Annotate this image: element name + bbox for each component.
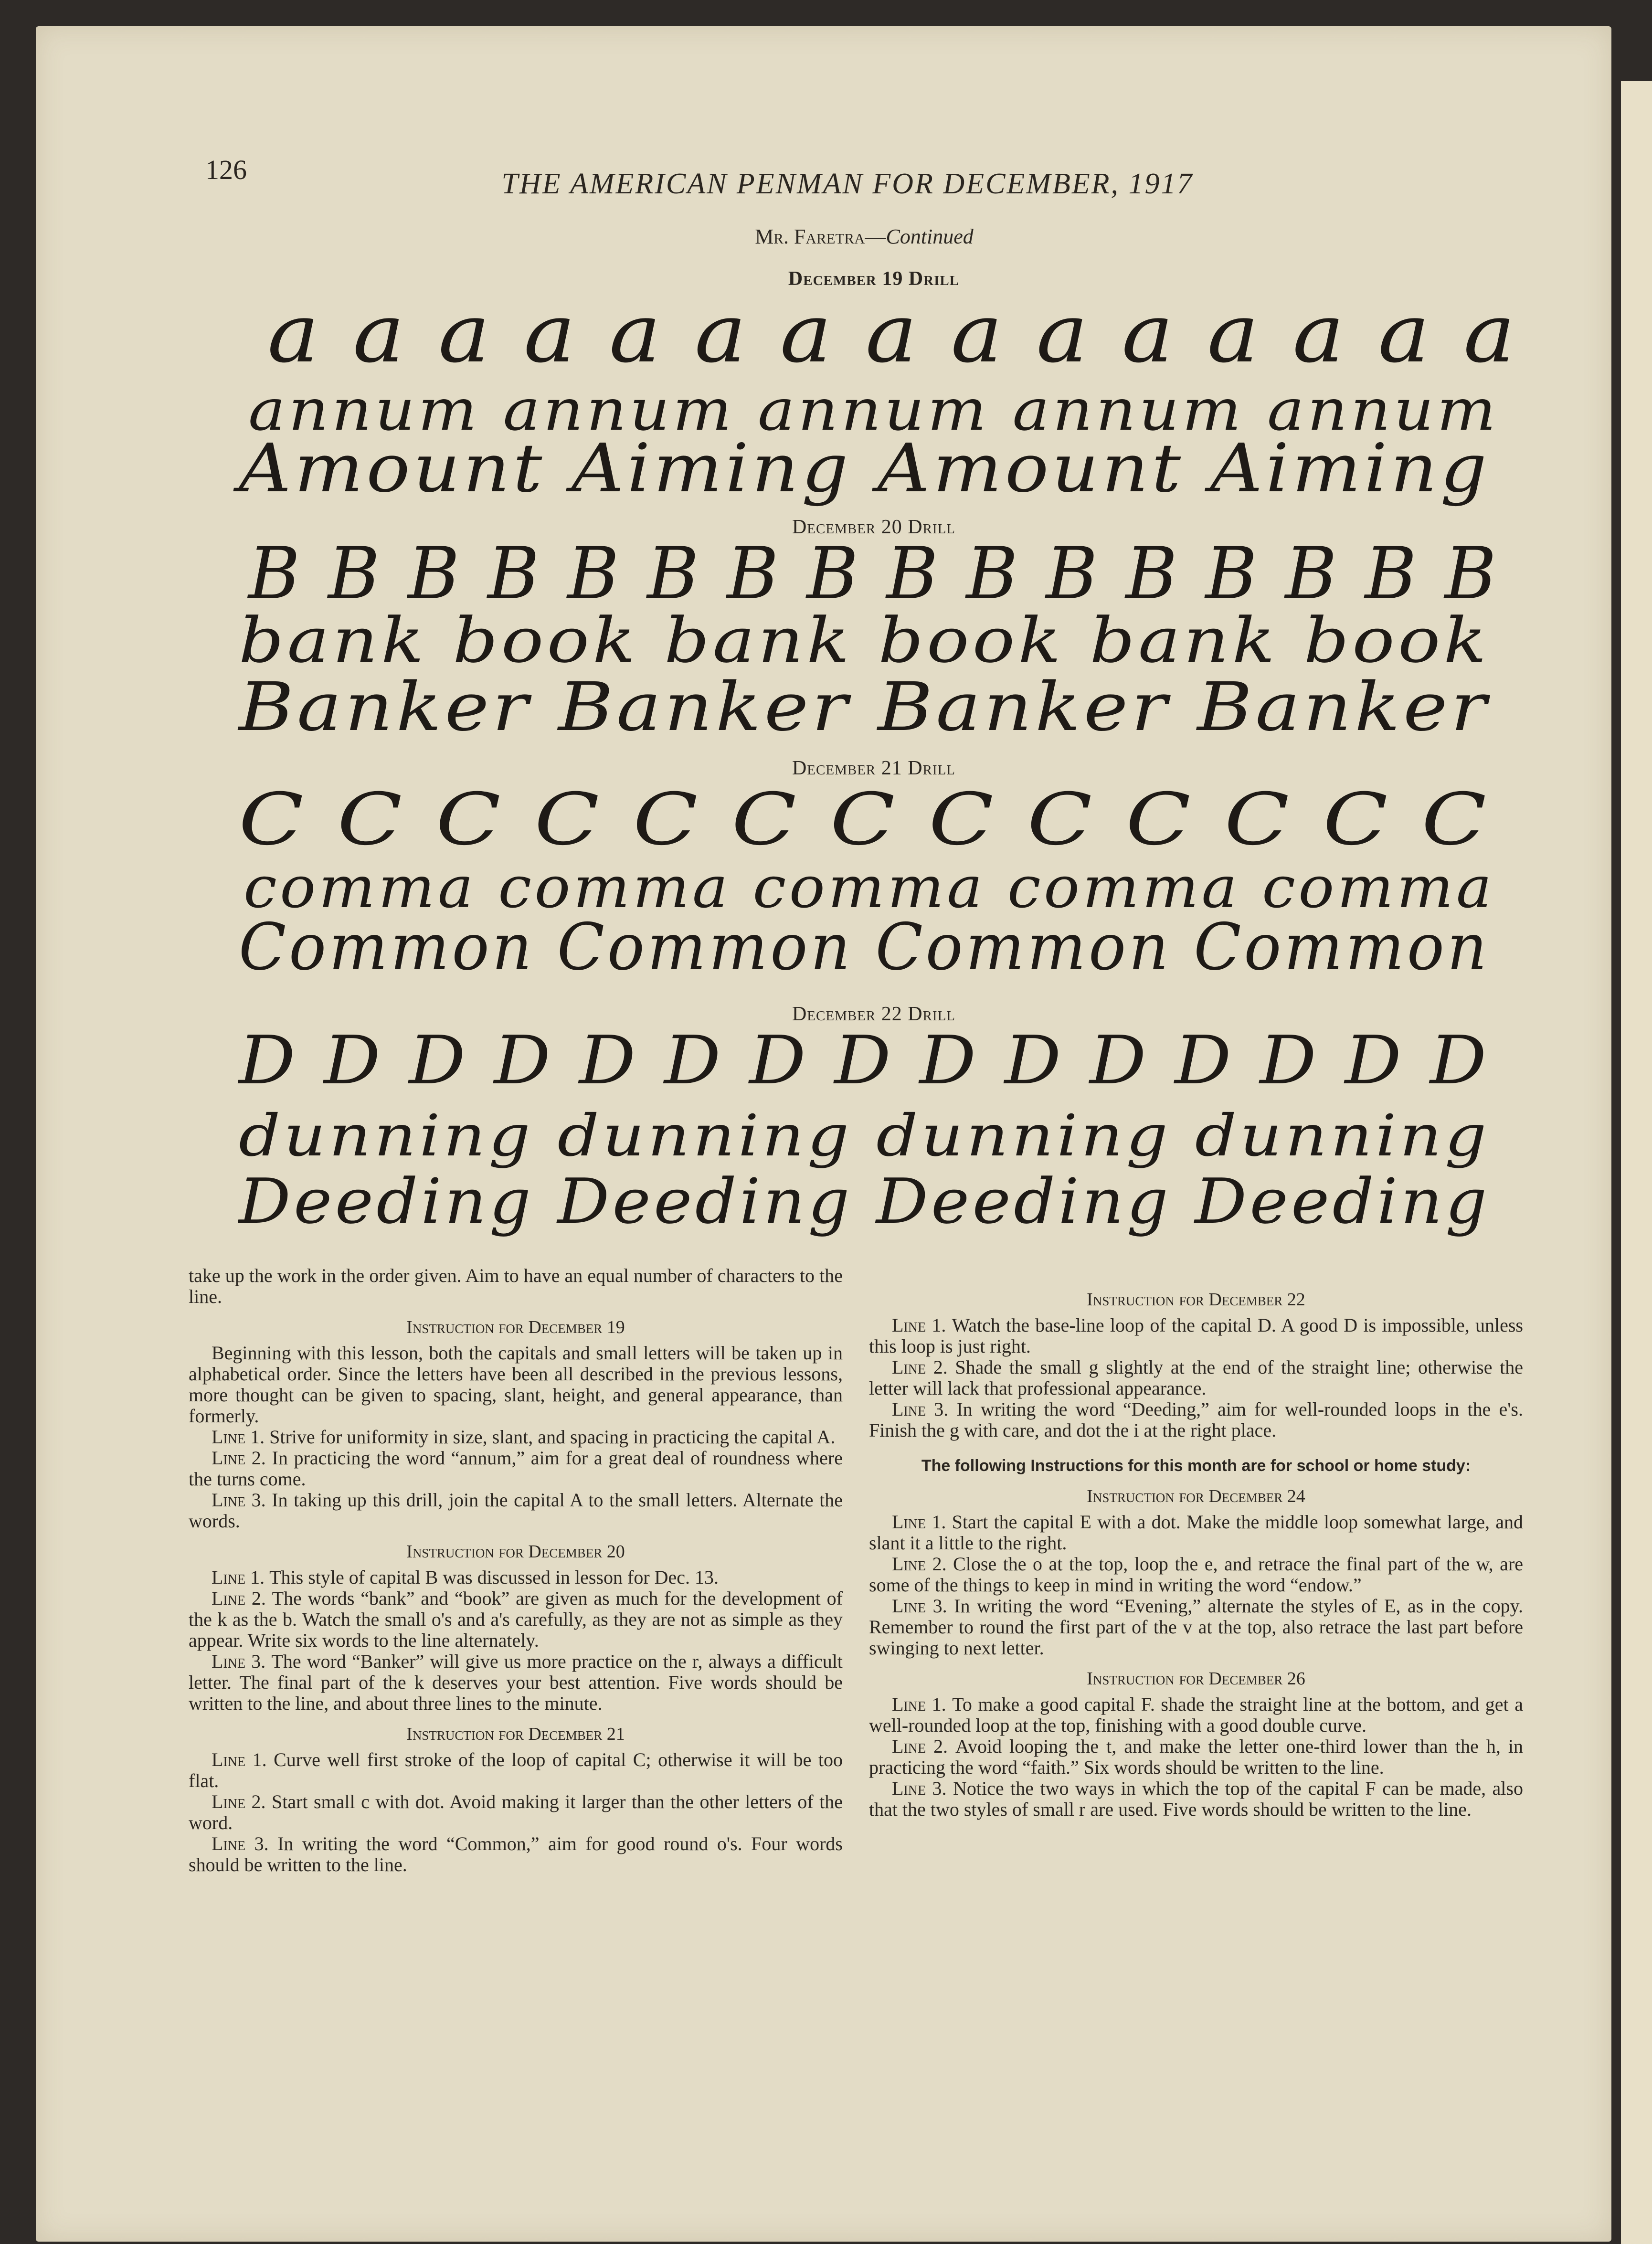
line-label: Line 2.: [892, 1736, 956, 1757]
line-label: Line 1.: [212, 1567, 270, 1588]
right-paragraph: [869, 1778, 1523, 1820]
left-paragraph: [189, 1490, 843, 1532]
line-label: Line 2.: [212, 1791, 272, 1812]
right-section-heading: Instruction for December 24: [1087, 1486, 1305, 1506]
continued-line: Mr. Faretra—Continued: [755, 225, 974, 248]
paragraph-text: To make a good capital F. shade the straight line at the bottom, and get a well-rounded loop at the top, finishing with a good double curve.: [869, 1694, 1523, 1736]
drill-22-line-2: dunning dunning dunning dunning: [239, 1103, 1490, 1169]
drill-20-line-2: bank book bank book bank book: [239, 604, 1490, 677]
drill-20-line-1: B B B B B B B B B B B B B B B B: [248, 532, 1499, 615]
drill-heading-19: December 19 Drill: [788, 268, 960, 290]
line-label: Line 3.: [212, 1833, 278, 1854]
drill-heading-21: December 21 Drill: [792, 757, 956, 779]
drill-19-line-1: a a a a a a a a a a a a a a a: [267, 286, 1518, 381]
paragraph-text: In taking up this drill, join the capital A to the small letters. Alternate the words.: [189, 1489, 843, 1532]
drill-21-line-1: C C C C C C C C C C C C C: [239, 778, 1490, 861]
paragraph-text: Avoid looping the t, and make the letter one-third lower than the h, in practicing the word “faith.” Six words should be written to the line.: [869, 1736, 1523, 1778]
right-paragraph: [869, 1596, 1523, 1659]
right-section-heading: Instruction for December 26: [1087, 1669, 1305, 1689]
right-paragraph: [869, 1315, 1523, 1357]
drill-21-line-3: Common Common Common Common: [239, 910, 1490, 984]
right-paragraph: [869, 1736, 1523, 1778]
left-intro: take up the work in the order given. Aim to have an equal number of characters to the line.: [189, 1265, 843, 1307]
line-label: Line 2.: [892, 1553, 953, 1575]
paragraph-text: Strive for uniformity in size, slant, and spacing in practicing the capital A.: [269, 1426, 836, 1448]
line-label: Line 2.: [212, 1588, 272, 1609]
paragraph-text: Watch the base-line loop of the capital D. A good D is impossible, unless this loop is just right.: [869, 1314, 1523, 1357]
line-label: Line 3.: [212, 1651, 272, 1672]
paragraph-text: Beginning with this lesson, both the capitals and small letters will be taken up in alphabetical order. Since the letters have been all described in the previous lessons, more thought can be given to spacing, slant, height, and general appearance, than formerly.: [189, 1342, 843, 1427]
left-paragraph: [189, 1791, 843, 1833]
drill-20-line-3: Banker Banker Banker Banker: [239, 668, 1490, 746]
page-number: 126: [205, 154, 247, 185]
paragraph-text: This style of capital B was discussed in lesson for Dec. 13.: [269, 1567, 719, 1588]
paragraph-text: Curve well first stroke of the loop of capital C; otherwise it will be too flat.: [189, 1749, 843, 1791]
running-head: THE AMERICAN PENMAN FOR DECEMBER, 1917: [501, 168, 1194, 200]
line-label: Line 1.: [212, 1749, 274, 1770]
next-page-edge: [1621, 81, 1652, 2244]
line-label: Line 1.: [892, 1694, 953, 1715]
line-label: Line 3.: [892, 1595, 954, 1617]
left-section-heading: Instruction for December 20: [406, 1542, 625, 1562]
right-before-note: [869, 1289, 1523, 1441]
paragraph-text: In writing the word “Deeding,” aim for well-rounded loops in the e's. Finish the g with care, and dot the i at the right place.: [869, 1398, 1523, 1441]
left-paragraph: [189, 1448, 843, 1490]
drill-19-line-2: annum annum annum annum annum: [248, 377, 1499, 444]
right-paragraph: [869, 1694, 1523, 1736]
left-paragraph: [189, 1343, 843, 1427]
paragraph-text: The words “bank” and “book” are given as much for the development of the k as the b. Watch the small o's and a's carefully, as they are not as simple as they appear. Write six words to the line alternately.: [189, 1588, 843, 1651]
line-label: Line 3.: [892, 1778, 953, 1799]
right-paragraph: [869, 1357, 1523, 1399]
paragraph-text: In writing the word “Common,” aim for good round o's. Four words should be written to the line.: [189, 1833, 843, 1875]
paragraph-text: In writing the word “Evening,” alternate the styles of E, as in the copy. Remember to round the first part of the v at the top, also retrace the last part before swinging to next letter.: [869, 1595, 1523, 1659]
drill-heading-20: December 20 Drill: [792, 516, 956, 538]
left-column: [189, 1265, 843, 1875]
paragraph-text: Close the o at the top, loop the e, and retrace the final part of the w, are some of the things to keep in mind in writing the word “endow.”: [869, 1553, 1523, 1596]
right-paragraph: [869, 1512, 1523, 1554]
paragraph-text: Notice the two ways in which the top of the capital F can be made, also that the two styles of small r are used. Five words should be written to the line.: [869, 1778, 1523, 1820]
left-paragraph: [189, 1833, 843, 1875]
line-label: Line 1.: [212, 1426, 270, 1448]
left-paragraph: [189, 1749, 843, 1791]
study-note: The following Instructions for this month are for school or home study:: [921, 1457, 1471, 1475]
drill-heading-22: December 22 Drill: [792, 1003, 956, 1025]
line-label: Line 3.: [212, 1489, 272, 1511]
continued-suffix: Continued: [886, 225, 974, 248]
paragraph-text: Shade the small g slightly at the end of the straight line; otherwise the letter will lack that professional appearance.: [869, 1356, 1523, 1399]
right-section-heading: Instruction for December 22: [1087, 1290, 1305, 1310]
left-paragraph: [189, 1651, 843, 1714]
left-paragraph: [189, 1427, 843, 1448]
left-paragraph: [189, 1567, 843, 1588]
line-label: Line 1.: [892, 1511, 952, 1533]
drill-22-line-3: Deeding Deeding Deeding Deeding: [239, 1165, 1490, 1238]
paragraph-text: The word “Banker” will give us more practice on the r, always a difficult letter. The final part of the k deserves your best attention. Five words should be written to the line, and about three lines to the minute.: [189, 1651, 843, 1714]
line-label: Line 2.: [892, 1356, 955, 1378]
drill-19-line-3: Amount Aiming Amount Aiming: [239, 430, 1490, 508]
right-column: [869, 1280, 1523, 1820]
drill-22-line-1: D D D D D D D D D D D D D D D: [239, 1022, 1490, 1100]
paragraph-text: In practicing the word “annum,” aim for a great deal of roundness where the turns come.: [189, 1447, 843, 1490]
left-section-heading: Instruction for December 21: [406, 1724, 625, 1744]
right-paragraph: [869, 1554, 1523, 1596]
left-paragraph: [189, 1588, 843, 1651]
right-paragraph: [869, 1399, 1523, 1441]
line-label: Line 2.: [212, 1447, 272, 1469]
paragraph-text: Start small c with dot. Avoid making it larger than the other letters of the word.: [189, 1791, 843, 1833]
right-after-note: [869, 1486, 1523, 1820]
left-section-heading: Instruction for December 19: [406, 1317, 625, 1337]
paragraph-text: Start the capital E with a dot. Make the middle loop somewhat large, and slant it a little to the right.: [869, 1511, 1523, 1554]
line-label: Line 3.: [892, 1398, 957, 1420]
line-label: Line 1.: [892, 1314, 952, 1336]
drill-21-line-2: comma comma comma comma comma: [244, 855, 1495, 921]
continued-author: Mr. Faretra: [755, 225, 865, 248]
